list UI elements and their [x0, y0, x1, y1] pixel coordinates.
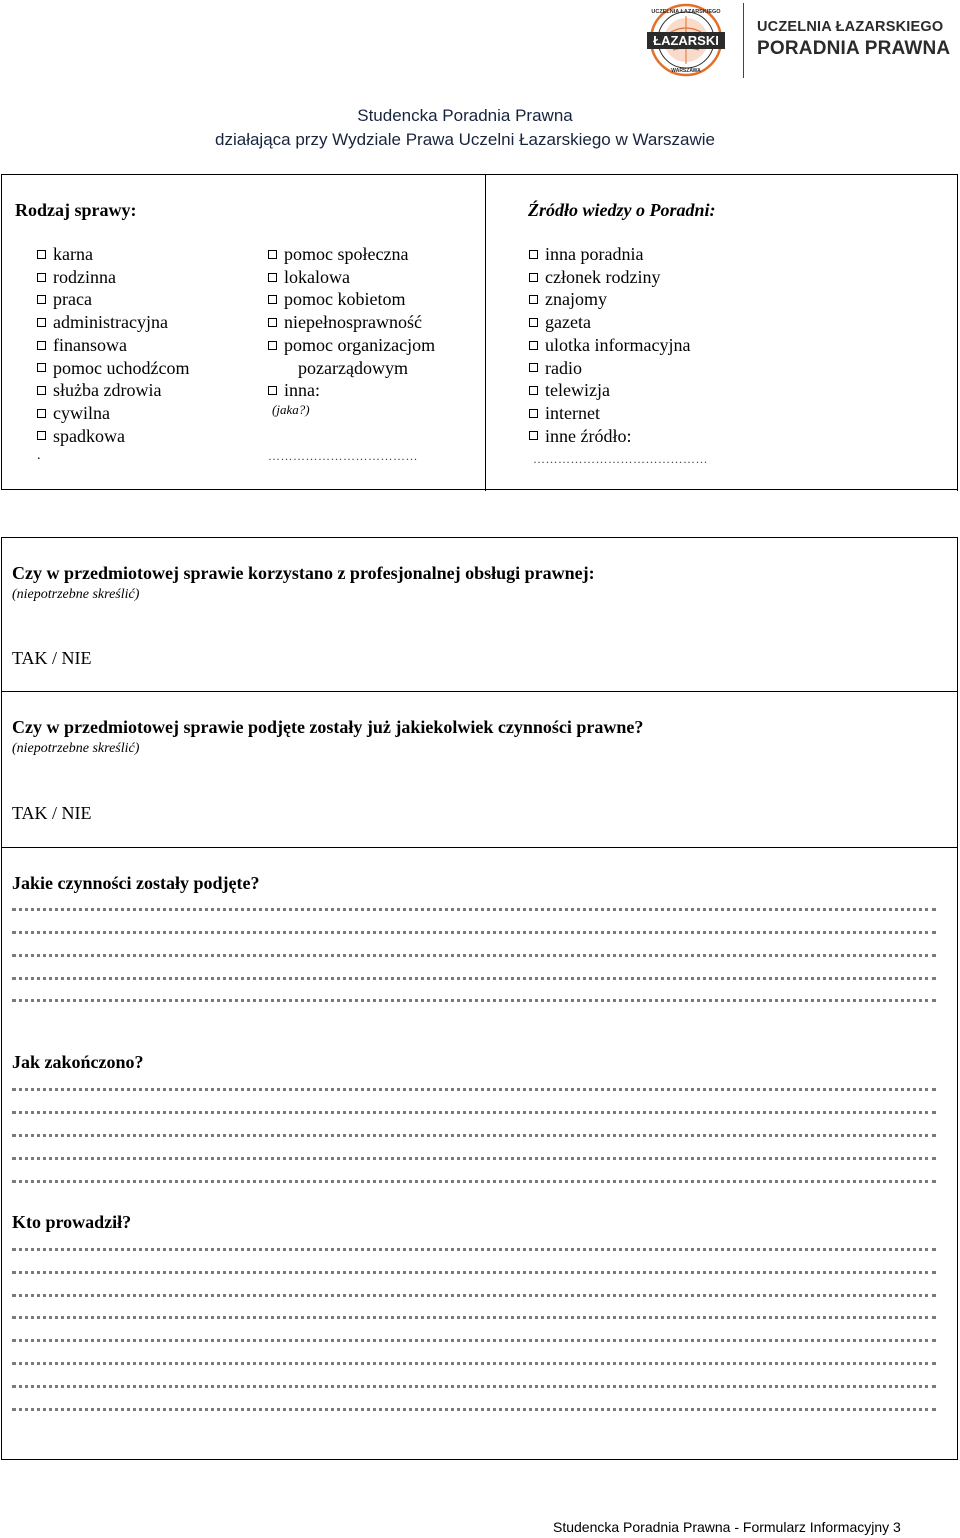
source-heading: Źródło wiedzy o Poradni: [528, 200, 716, 220]
checkbox[interactable] [37, 295, 46, 304]
checkbox-option[interactable] [268, 311, 435, 334]
checkbox-option[interactable] [529, 402, 690, 425]
checkbox-option-other[interactable] [268, 379, 435, 402]
checkbox[interactable] [529, 318, 538, 327]
checkbox-option[interactable] [529, 311, 690, 334]
option-label: ulotka informacyjna [545, 334, 691, 355]
logo-line-1: UCZELNIA ŁAZARSKIEGO [757, 19, 944, 35]
checkbox-option[interactable] [37, 425, 189, 448]
option-label: niepełnosprawność [284, 312, 422, 333]
source-list [529, 243, 690, 447]
option-label-continued: pozarządowym [298, 357, 408, 378]
checkbox-option[interactable] [37, 266, 189, 289]
checkbox[interactable] [37, 273, 46, 282]
answer-line[interactable] [12, 1408, 936, 1411]
document-title: Studencka Poradnia Prawna [357, 106, 573, 125]
checkbox-option[interactable] [529, 334, 690, 357]
checkbox-option[interactable] [529, 288, 690, 311]
option-label: członek rodziny [545, 266, 661, 287]
checkbox[interactable] [268, 386, 277, 395]
answer-line[interactable] [12, 1316, 936, 1319]
option-label: gazeta [545, 312, 591, 333]
option-label: pomoc kobietom [284, 289, 406, 310]
checkbox[interactable] [529, 250, 538, 259]
checkbox[interactable] [529, 409, 538, 418]
answer-line[interactable] [12, 1339, 936, 1342]
logo-line-2: PORADNIA PRAWNA [757, 37, 951, 59]
option-label: cywilna [53, 402, 110, 423]
option-label: telewizja [545, 380, 610, 401]
answer-yes-no[interactable]: TAK / NIE [12, 803, 92, 823]
option-label: internet [545, 402, 600, 423]
checkbox-option[interactable] [37, 379, 189, 402]
option-label: służba zdrowia [53, 380, 162, 401]
university-seal-logo [641, 2, 731, 78]
checkbox-option[interactable] [37, 288, 189, 311]
question-professional-help: Czy w przedmiotowej sprawie korzystano z profesjonalnej obsługi prawnej: [12, 563, 595, 583]
logo-divider [743, 3, 744, 78]
case-type-column-1 [37, 243, 189, 465]
checkbox[interactable] [37, 250, 46, 259]
checkbox[interactable] [37, 341, 46, 350]
checkbox[interactable] [37, 363, 46, 372]
answer-line[interactable] [12, 1385, 936, 1388]
checkbox-option[interactable] [268, 334, 435, 357]
checkbox[interactable] [268, 341, 277, 350]
answer-line[interactable] [12, 1088, 936, 1091]
answer-line[interactable] [12, 977, 936, 980]
answer-line[interactable] [12, 1157, 936, 1160]
question-how-ended: Jak zakończono? [12, 1052, 144, 1072]
checkbox-option[interactable] [529, 425, 690, 448]
option-label: spadkowa [53, 425, 125, 446]
checkbox-option[interactable] [37, 243, 189, 266]
option-label: radio [545, 357, 582, 378]
checkbox-option[interactable] [529, 379, 690, 402]
option-label: inna: [284, 380, 320, 401]
answer-yes-no[interactable]: TAK / NIE [12, 648, 92, 668]
option-label: pomoc społeczna [284, 244, 409, 264]
other-hint: (jaka?) [272, 401, 310, 417]
option-label: inne źródło: [545, 425, 632, 446]
checkbox-option[interactable] [529, 357, 690, 380]
answer-line[interactable] [12, 931, 936, 934]
option-label: pomoc uchodźcom [53, 357, 190, 378]
option-label: administracyjna [53, 312, 168, 333]
answer-line[interactable] [12, 954, 936, 957]
option-label: rodzinna [53, 266, 116, 287]
option-label: pomoc organizacjom [284, 334, 436, 355]
checkbox-option[interactable] [268, 266, 435, 289]
checkbox[interactable] [37, 318, 46, 327]
checkbox-option[interactable] [37, 402, 189, 425]
page-footer: Studencka Poradnia Prawna - Formularz Informacyjny 3 [553, 1519, 901, 1535]
answer-line[interactable] [12, 1362, 936, 1365]
other-source-fill-line[interactable]: …………………………………… [533, 452, 708, 466]
question-note: (niepotrzebne skreślić) [12, 741, 140, 756]
checkbox-option[interactable] [529, 266, 690, 289]
row-separator [1, 847, 958, 848]
answer-line[interactable] [12, 908, 936, 911]
checkbox-option[interactable] [268, 288, 435, 311]
checkbox-option[interactable] [268, 243, 435, 266]
seal-bottom-text: WARSZAWA [671, 68, 701, 74]
option-label: finansowa [53, 334, 127, 355]
box-edge [957, 174, 958, 491]
question-actions-taken: Jakie czynności zostały podjęte? [12, 873, 260, 893]
checkbox-option[interactable] [37, 311, 189, 334]
checkbox[interactable] [529, 431, 538, 440]
answer-line[interactable] [12, 1271, 936, 1274]
option-label: znajomy [545, 289, 607, 310]
seal-main-text: ŁAZARSKI [653, 33, 719, 48]
logo-wordmark [757, 20, 950, 58]
case-type-heading: Rodzaj sprawy: [15, 200, 137, 220]
answer-line[interactable] [12, 1180, 936, 1183]
trailing-mark: . [37, 448, 41, 464]
option-label: inna poradnia [545, 244, 644, 264]
column-divider [485, 175, 486, 491]
question-legal-actions: Czy w przedmiotowej sprawie podjęte zostały już jakiekolwiek czynności prawne? [12, 717, 644, 737]
checkbox[interactable] [37, 431, 46, 440]
checkbox-option[interactable] [37, 357, 189, 380]
checkbox[interactable] [529, 363, 538, 372]
case-type-column-2 [268, 243, 435, 418]
row-separator [1, 691, 958, 692]
option-label: karna [53, 244, 93, 264]
checkbox[interactable] [268, 273, 277, 282]
checkbox[interactable] [529, 341, 538, 350]
checkbox[interactable] [529, 386, 538, 395]
answer-line[interactable] [12, 999, 936, 1002]
checkbox-option[interactable] [37, 334, 189, 357]
other-case-fill-line[interactable]: ……………………………… [268, 449, 418, 463]
question-who-handled: Kto prowadził? [12, 1212, 132, 1232]
seal-top-text: UCZELNIA ŁAZARSKIEGO [651, 9, 721, 15]
checkbox[interactable] [37, 409, 46, 418]
answer-line[interactable] [12, 1134, 936, 1137]
question-note: (niepotrzebne skreślić) [12, 587, 140, 602]
checkbox[interactable] [268, 295, 277, 304]
checkbox[interactable] [529, 295, 538, 304]
option-label: lokalowa [284, 266, 350, 287]
answer-line[interactable] [12, 1294, 936, 1297]
answer-line[interactable] [12, 1111, 936, 1114]
checkbox[interactable] [37, 386, 46, 395]
checkbox[interactable] [268, 250, 277, 259]
checkbox-option[interactable] [529, 243, 690, 266]
checkbox[interactable] [268, 318, 277, 327]
option-label: praca [53, 289, 92, 310]
document-subtitle: działająca przy Wydziale Prawa Uczelni Łazarskiego w Warszawie [215, 130, 715, 149]
answer-line[interactable] [12, 1248, 936, 1251]
checkbox[interactable] [529, 273, 538, 282]
